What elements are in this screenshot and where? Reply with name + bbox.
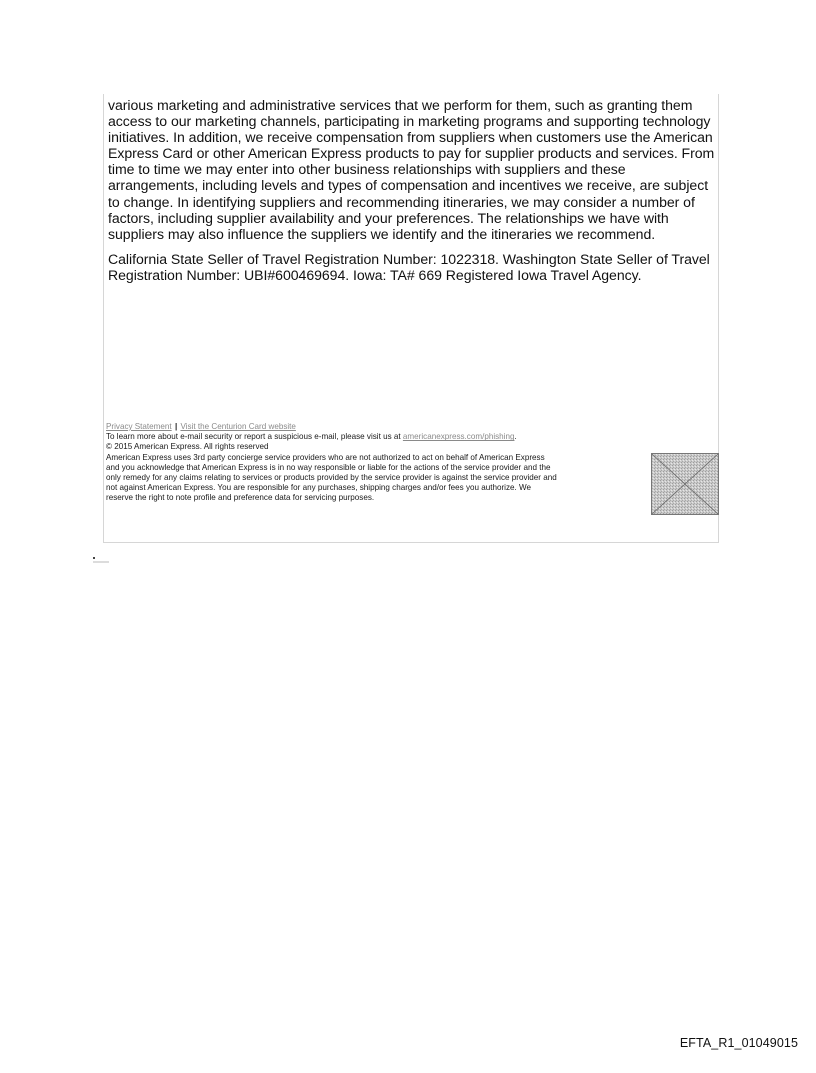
email-content-frame — [103, 94, 719, 543]
copyright-notice: © 2015 American Express. All rights reserved — [106, 442, 269, 452]
centurion-card-website-link[interactable]: Visit the Centurion Card website — [180, 422, 296, 431]
supplier-compensation-paragraph: various marketing and administrative services that we perform for them, such as granting them access to our marketing channels, participating in marketing programs and supporting technology initiatives. In addition, we receive compensation from suppliers when customers use the American Express Card or other American Express products to pay for supplier products and services. From time to time we may enter into other business relationships with suppliers and these arrangements, including levels and types of compensation and incentives we receive, are subject to change. In identifying suppliers and recommending itineraries, we may consider a number of factors, including supplier availability and your preferences. The relationships we have with suppliers may also influence the suppliers we identify and the itineraries we recommend. — [108, 97, 715, 242]
concierge-disclaimer: American Express uses 3rd party concierge service providers who are not authorized to act on behalf of American Express and you acknowledge that American Express is in no way responsible or liable for the actions of the service provider and the only remedy for any claims relating to services or products provided by the service provider is against the service provider and not against American Express. You are responsible for any purchases, shipping charges and/or fees you authorize. We reserve the right to note profile and preference data for servicing purposes. — [106, 452, 557, 503]
scan-artifact-mark — [93, 557, 109, 563]
email-footer — [106, 422, 718, 504]
phishing-link[interactable]: americanexpress.com/phishing — [402, 432, 515, 442]
security-notice-period: . — [514, 432, 517, 442]
privacy-statement-link[interactable]: Privacy Statement — [106, 422, 172, 431]
security-notice-text: To learn more about e-mail security or report a suspicious e-mail, please visit us at — [106, 432, 403, 442]
seller-of-travel-registration-paragraph: California State Seller of Travel Registration Number: 1022318. Washington State Seller of Travel Registration Number: UBI#600469694. Iowa: TA# 669 Registered Iowa Travel Agency. — [108, 250, 710, 283]
disclaimer-row — [106, 453, 718, 504]
footer-links — [106, 422, 718, 432]
broken-image-placeholder-icon — [651, 453, 719, 515]
link-separator: | — [174, 422, 178, 431]
document-id-stamp: EFTA_R1_01049015 — [679, 1036, 798, 1050]
email-body — [108, 97, 720, 283]
email-security-notice — [106, 432, 718, 442]
